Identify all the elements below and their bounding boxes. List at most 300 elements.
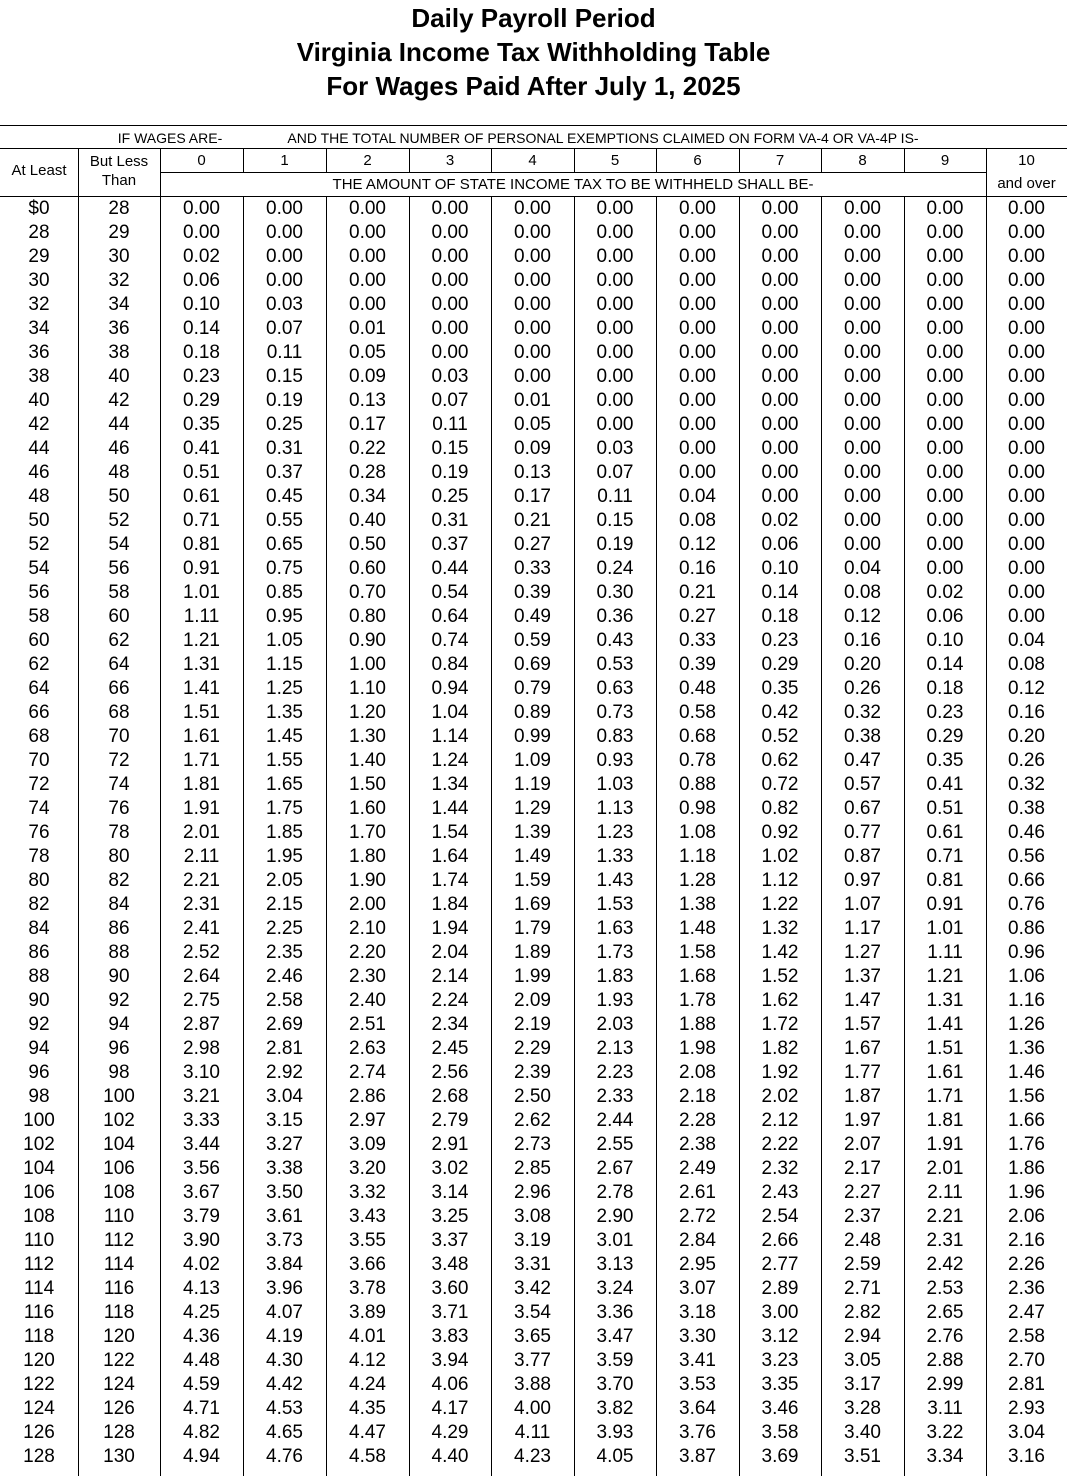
withholding-amount-cell: 4.47 [349,1422,386,1443]
wage-but-less-than-cell: 56 [108,558,130,579]
withholding-amount-cell: 0.11 [597,486,633,507]
withholding-amount-cell: 0.04 [679,486,716,507]
withholding-amount-cell: 3.14 [431,1182,469,1203]
withholding-amount-cell: 0.19 [431,462,469,483]
withholding-amount-cell: 2.49 [679,1158,716,1179]
withholding-amount-cell: 2.81 [266,1038,303,1059]
withholding-amount-cell: 0.15 [266,366,303,387]
withholding-amount-cell: 0.00 [514,198,551,219]
withholding-amount-cell: 1.91 [926,1134,964,1155]
withholding-amount-cell: 0.05 [349,342,386,363]
withholding-amount-cell: 3.27 [266,1134,303,1155]
withholding-amount-cell: 0.53 [596,654,634,675]
withholding-amount-cell: 3.90 [183,1230,220,1251]
withholding-amount-cell: 0.00 [596,222,634,243]
withholding-amount-cell: 2.02 [761,1086,799,1107]
withholding-amount-cell: 0.21 [514,510,551,531]
withholding-amount-cell: 0.15 [596,510,634,531]
withholding-amount-cell: 1.15 [266,654,303,675]
withholding-amount-cell: 2.94 [844,1326,881,1347]
withholding-amount-cell: 0.00 [761,390,799,411]
exemption-count-header: 2 [363,152,372,169]
withholding-amount-cell: 0.19 [596,534,634,555]
withholding-amount-cell: 1.80 [349,846,386,867]
withholding-amount-cell: 4.24 [349,1374,386,1395]
withholding-amount-cell: 2.01 [183,822,220,843]
wage-at-least-cell: 32 [28,294,50,315]
withholding-amount-cell: 0.00 [596,342,634,363]
wage-but-less-than-cell: 90 [108,966,130,987]
withholding-amount-cell: 3.46 [761,1398,799,1419]
withholding-amount-cell: 0.00 [514,270,551,291]
wage-but-less-than-cell: 94 [108,1014,130,1035]
withholding-amount-cell: 0.37 [266,462,303,483]
withholding-amount-cell: 1.96 [1008,1182,1045,1203]
withholding-amount-cell: 1.99 [514,966,551,987]
withholding-amount-cell: 3.42 [514,1278,551,1299]
withholding-amount-cell: 2.66 [761,1230,799,1251]
wage-at-least-cell: 42 [28,414,50,435]
withholding-amount-cell: 2.31 [926,1230,964,1251]
table-row [0,797,1067,821]
withholding-amount-cell: 0.00 [761,270,799,291]
wage-at-least-cell: 80 [28,870,50,891]
withholding-amount-cell: 0.00 [1008,582,1045,603]
withholding-amount-cell: 2.88 [926,1350,964,1371]
withholding-amount-cell: 0.09 [514,438,551,459]
withholding-amount-cell: 1.00 [349,654,386,675]
withholding-amount-cell: 0.00 [679,462,716,483]
withholding-amount-cell: 0.71 [926,846,964,867]
withholding-amount-cell: 2.09 [514,990,551,1011]
withholding-amount-cell: 1.86 [1008,1158,1045,1179]
wage-at-least-cell: 58 [28,606,50,627]
withholding-amount-cell: 0.00 [926,342,964,363]
withholding-amount-cell: 0.18 [183,342,220,363]
withholding-amount-cell: 1.32 [761,918,799,939]
withholding-amount-cell: 1.61 [183,726,220,747]
withholding-amount-cell: 0.00 [183,222,220,243]
withholding-amount-cell: 0.89 [514,702,551,723]
amount-caption: THE AMOUNT OF STATE INCOME TAX TO BE WITHHELD SHALL BE- [332,176,814,193]
wage-but-less-than-cell: 46 [108,438,130,459]
withholding-amount-cell: 0.00 [761,438,799,459]
withholding-amount-cell: 0.00 [514,294,551,315]
withholding-amount-cell: 2.50 [514,1086,551,1107]
withholding-amount-cell: 3.36 [596,1302,634,1323]
wage-but-less-than-cell: 76 [108,798,130,819]
withholding-amount-cell: 0.00 [596,294,634,315]
wage-but-less-than-cell: 110 [103,1206,135,1227]
withholding-amount-cell: 3.11 [927,1398,963,1419]
but-less-header-line2: Than [101,172,137,189]
withholding-amount-cell: 0.90 [349,630,386,651]
table-row [0,293,1067,317]
withholding-amount-cell: 0.00 [926,198,964,219]
withholding-amount-cell: 0.00 [349,294,386,315]
withholding-amount-cell: 0.28 [349,462,386,483]
withholding-amount-cell: 0.25 [431,486,469,507]
withholding-amount-cell: 0.58 [679,702,716,723]
withholding-amount-cell: 1.31 [926,990,964,1011]
withholding-amount-cell: 0.00 [431,342,469,363]
withholding-amount-cell: 3.54 [514,1302,551,1323]
wage-at-least-cell: 102 [23,1134,55,1155]
withholding-amount-cell: 3.87 [679,1446,716,1467]
withholding-amount-cell: 3.13 [596,1254,634,1275]
wage-but-less-than-cell: 62 [108,630,130,651]
withholding-amount-cell: 0.52 [761,726,799,747]
withholding-amount-cell: 0.07 [266,318,303,339]
table-row [0,1037,1067,1061]
wage-but-less-than-cell: 28 [108,198,130,219]
table-row [0,653,1067,677]
withholding-amount-cell: 4.48 [183,1350,220,1371]
withholding-amount-cell: 1.40 [349,750,386,771]
withholding-amount-cell: 2.34 [431,1014,469,1035]
withholding-amount-cell: 4.42 [266,1374,303,1395]
withholding-amount-cell: 0.29 [183,390,220,411]
withholding-amount-cell: 0.61 [926,822,964,843]
withholding-amount-cell: 0.50 [349,534,386,555]
table-row [0,1421,1067,1445]
withholding-amount-cell: 1.58 [679,942,716,963]
withholding-amount-cell: 0.02 [761,510,799,531]
withholding-amount-cell: 0.96 [1008,942,1045,963]
withholding-amount-cell: 1.81 [926,1110,964,1131]
wage-but-less-than-cell: 84 [108,894,130,915]
withholding-amount-cell: 1.68 [679,966,716,987]
withholding-amount-cell: 3.82 [596,1398,634,1419]
withholding-amount-cell: 1.85 [266,822,303,843]
withholding-amount-cell: 2.42 [926,1254,964,1275]
wage-but-less-than-cell: 118 [103,1302,135,1323]
wage-at-least-cell: 120 [23,1350,55,1371]
withholding-amount-cell: 0.32 [1008,774,1045,795]
table-row [0,509,1067,533]
withholding-amount-cell: 0.00 [926,246,964,267]
withholding-amount-cell: 2.73 [514,1134,551,1155]
withholding-amount-cell: 1.26 [1008,1014,1045,1035]
withholding-amount-cell: 2.62 [514,1110,551,1131]
withholding-amount-cell: 1.18 [679,846,716,867]
withholding-amount-cell: 0.48 [679,678,716,699]
withholding-amount-cell: 2.24 [431,990,469,1011]
withholding-amount-cell: 3.78 [349,1278,386,1299]
withholding-amount-cell: 3.23 [761,1350,799,1371]
table-row [0,1205,1067,1229]
withholding-amount-cell: 3.59 [596,1350,634,1371]
table-row [0,389,1067,413]
withholding-amount-cell: 0.38 [844,726,881,747]
withholding-amount-cell: 3.64 [679,1398,716,1419]
withholding-amount-cell: 0.01 [514,390,551,411]
withholding-amount-cell: 0.44 [431,558,469,579]
wage-but-less-than-cell: 34 [108,294,130,315]
withholding-amount-cell: 0.76 [1008,894,1045,915]
wage-at-least-cell: 108 [23,1206,55,1227]
withholding-amount-cell: 0.93 [596,750,634,771]
withholding-amount-cell: 0.51 [183,462,220,483]
withholding-amount-cell: 0.00 [926,486,964,507]
withholding-amount-cell: 0.67 [844,798,881,819]
table-row [0,869,1067,893]
withholding-amount-cell: 1.79 [514,918,551,939]
withholding-amount-cell: 3.41 [679,1350,716,1371]
withholding-amount-cell: 3.10 [183,1062,220,1083]
withholding-amount-cell: 1.83 [596,966,634,987]
withholding-amount-cell: 1.02 [761,846,799,867]
withholding-amount-cell: 0.97 [844,870,881,891]
withholding-amount-cell: 1.77 [844,1062,881,1083]
withholding-amount-cell: 1.90 [349,870,386,891]
withholding-amount-cell: 2.95 [679,1254,716,1275]
withholding-amount-cell: 4.25 [183,1302,220,1323]
withholding-amount-cell: 2.51 [349,1014,386,1035]
withholding-amount-cell: 4.82 [183,1422,220,1443]
withholding-amount-cell: 0.00 [1008,534,1045,555]
withholding-amount-cell: 0.15 [431,438,469,459]
withholding-amount-cell: 0.13 [514,462,551,483]
withholding-amount-cell: 4.29 [431,1422,469,1443]
withholding-amount-cell: 0.00 [926,438,964,459]
withholding-amount-cell: 0.00 [349,246,386,267]
withholding-amount-cell: 0.00 [761,366,799,387]
withholding-amount-cell: 0.65 [266,534,303,555]
withholding-amount-cell: 2.21 [183,870,220,891]
table-row [0,629,1067,653]
withholding-amount-cell: 1.88 [679,1014,716,1035]
wage-but-less-than-cell: 42 [108,390,130,411]
withholding-amount-cell: 0.00 [844,318,881,339]
withholding-amount-cell: 0.00 [1008,606,1045,627]
withholding-amount-cell: 2.61 [679,1182,716,1203]
withholding-amount-cell: 0.16 [844,630,881,651]
wage-at-least-cell: 62 [28,654,50,675]
wage-but-less-than-cell: 92 [108,990,130,1011]
withholding-amount-cell: 1.78 [679,990,716,1011]
withholding-amount-cell: 4.17 [431,1398,469,1419]
withholding-amount-cell: 0.33 [679,630,716,651]
withholding-amount-cell: 1.44 [431,798,469,819]
withholding-amount-cell: 4.59 [183,1374,220,1395]
wage-at-least-cell: 118 [23,1326,55,1347]
withholding-amount-cell: 2.44 [596,1110,634,1131]
withholding-amount-cell: 3.69 [761,1446,799,1467]
wage-but-less-than-cell: 38 [108,342,130,363]
withholding-amount-cell: 1.93 [596,990,634,1011]
wage-at-least-cell: 72 [28,774,50,795]
withholding-amount-cell: 3.94 [431,1350,469,1371]
wage-at-least-cell: 48 [28,486,50,507]
withholding-amount-cell: 0.27 [679,606,716,627]
withholding-amount-cell: 1.23 [596,822,634,843]
withholding-amount-cell: 3.28 [844,1398,881,1419]
wage-but-less-than-cell: 114 [103,1254,135,1275]
withholding-amount-cell: 0.00 [761,462,799,483]
wage-at-least-cell: 116 [23,1302,55,1323]
withholding-amount-cell: 0.43 [596,630,634,651]
withholding-amount-cell: 1.07 [844,894,881,915]
withholding-amount-cell: 4.53 [266,1398,303,1419]
withholding-amount-cell: 1.09 [514,750,551,771]
withholding-amount-cell: 3.04 [1008,1422,1045,1443]
wage-but-less-than-cell: 96 [108,1038,130,1059]
wage-but-less-than-cell: 54 [108,534,130,555]
exemption-count-rule [160,172,986,173]
withholding-amount-cell: 4.01 [349,1326,386,1347]
withholding-amount-cell: 2.30 [349,966,386,987]
wage-at-least-cell: 110 [23,1230,55,1251]
withholding-amount-cell: 0.10 [926,630,964,651]
withholding-amount-cell: 0.79 [514,678,551,699]
withholding-amount-cell: 0.66 [1008,870,1045,891]
withholding-amount-cell: 0.29 [761,654,799,675]
withholding-amount-cell: 0.00 [1008,246,1045,267]
withholding-amount-cell: 3.25 [431,1206,469,1227]
withholding-amount-cell: 4.71 [183,1398,220,1419]
but-less-header-line1: But Less [89,153,149,170]
withholding-amount-cell: 3.93 [596,1422,634,1443]
withholding-amount-cell: 0.92 [761,822,799,843]
withholding-amount-cell: 3.22 [926,1422,964,1443]
withholding-amount-cell: 2.33 [596,1086,634,1107]
exemption-count-header: 5 [610,152,620,169]
withholding-amount-cell: 0.07 [431,390,469,411]
wage-but-less-than-cell: 104 [103,1134,135,1155]
withholding-amount-cell: 0.23 [183,366,220,387]
withholding-amount-cell: 1.12 [761,870,799,891]
wage-at-least-cell: 126 [23,1422,55,1443]
withholding-amount-cell: 4.05 [596,1446,634,1467]
withholding-amount-cell: 2.00 [349,894,386,915]
withholding-amount-cell: 1.45 [266,726,303,747]
withholding-amount-cell: 0.00 [679,222,716,243]
exemption-count-header: 9 [940,152,950,169]
withholding-amount-cell: 2.65 [926,1302,964,1323]
withholding-amount-cell: 1.29 [514,798,551,819]
withholding-amount-cell: 0.85 [266,582,303,603]
wage-at-least-cell: 50 [28,510,50,531]
withholding-amount-cell: 2.90 [596,1206,634,1227]
withholding-amount-cell: 2.69 [266,1014,303,1035]
table-row [0,1325,1067,1349]
withholding-amount-cell: 0.33 [514,558,551,579]
withholding-amount-cell: 2.39 [514,1062,551,1083]
withholding-amount-cell: 2.86 [349,1086,386,1107]
withholding-amount-cell: 3.61 [266,1206,303,1227]
withholding-amount-cell: 1.54 [431,822,469,843]
withholding-amount-cell: 0.02 [926,582,964,603]
table-row [0,1253,1067,1277]
wage-but-less-than-cell: 64 [108,654,130,675]
withholding-amount-cell: 1.66 [1008,1110,1045,1131]
withholding-amount-cell: 1.71 [183,750,220,771]
withholding-amount-cell: 0.00 [679,246,716,267]
withholding-amount-cell: 2.54 [761,1206,799,1227]
table-row [0,893,1067,917]
wage-but-less-than-cell: 126 [103,1398,135,1419]
withholding-amount-cell: 2.98 [183,1038,220,1059]
withholding-amount-cell: 0.81 [183,534,220,555]
wage-at-least-cell: 40 [28,390,50,411]
wage-but-less-than-cell: 100 [103,1086,135,1107]
withholding-amount-cell: 0.77 [844,822,881,843]
wage-at-least-cell: 56 [28,582,50,603]
wage-but-less-than-cell: 70 [108,726,130,747]
withholding-amount-cell: 4.06 [431,1374,469,1395]
wage-but-less-than-cell: 82 [108,870,130,891]
withholding-amount-cell: 0.00 [926,558,964,579]
withholding-amount-cell: 1.17 [844,918,881,939]
withholding-amount-cell: 0.00 [844,246,881,267]
withholding-amount-cell: 0.00 [679,270,716,291]
withholding-amount-cell: 2.14 [431,966,469,987]
wage-at-least-cell: 112 [23,1254,55,1275]
wage-but-less-than-cell: 98 [108,1062,130,1083]
wage-at-least-cell: $0 [28,198,50,219]
withholding-amount-cell: 1.50 [349,774,386,795]
withholding-amount-cell: 0.63 [596,678,634,699]
withholding-amount-cell: 0.03 [266,294,303,315]
table-row [0,677,1067,701]
withholding-amount-cell: 1.08 [679,822,716,843]
withholding-amount-cell: 2.53 [926,1278,964,1299]
withholding-amount-cell: 0.13 [349,390,386,411]
withholding-amount-cell: 1.73 [596,942,634,963]
wage-but-less-than-cell: 29 [108,222,130,243]
withholding-amount-cell: 2.16 [1008,1230,1045,1251]
withholding-amount-cell: 1.36 [1008,1038,1045,1059]
withholding-amount-cell: 2.43 [761,1182,799,1203]
withholding-amount-cell: 3.79 [183,1206,220,1227]
withholding-amount-cell: 0.42 [761,702,799,723]
wage-at-least-cell: 70 [28,750,50,771]
table-row [0,749,1067,773]
withholding-amount-cell: 0.29 [926,726,964,747]
withholding-amount-cell: 0.45 [266,486,303,507]
withholding-amount-cell: 0.81 [926,870,964,891]
withholding-amount-cell: 1.94 [431,918,469,939]
withholding-amount-cell: 3.04 [266,1086,303,1107]
table-row [0,1301,1067,1325]
withholding-amount-cell: 2.67 [596,1158,634,1179]
withholding-amount-cell: 0.04 [1008,630,1045,651]
withholding-amount-cell: 1.64 [431,846,469,867]
table-row [0,917,1067,941]
withholding-amount-cell: 1.67 [844,1038,881,1059]
withholding-amount-cell: 2.11 [927,1182,963,1203]
wage-but-less-than-cell: 124 [103,1374,135,1395]
withholding-amount-cell: 0.60 [349,558,386,579]
wage-but-less-than-cell: 72 [108,750,130,771]
wage-but-less-than-cell: 86 [108,918,130,939]
withholding-amount-cell: 1.55 [266,750,303,771]
withholding-amount-cell: 3.73 [266,1230,303,1251]
withholding-amount-cell: 0.91 [183,558,220,579]
withholding-amount-cell: 3.65 [514,1326,551,1347]
withholding-amount-cell: 0.11 [432,414,468,435]
table-row [0,437,1067,461]
table-row [0,1229,1067,1253]
withholding-amount-cell: 0.00 [596,390,634,411]
withholding-amount-cell: 0.00 [761,222,799,243]
withholding-amount-cell: 0.00 [431,270,469,291]
withholding-amount-cell: 0.00 [926,510,964,531]
withholding-amount-cell: 0.00 [596,366,634,387]
withholding-amount-cell: 3.16 [1008,1446,1045,1467]
withholding-amount-cell: 0.11 [266,342,303,363]
